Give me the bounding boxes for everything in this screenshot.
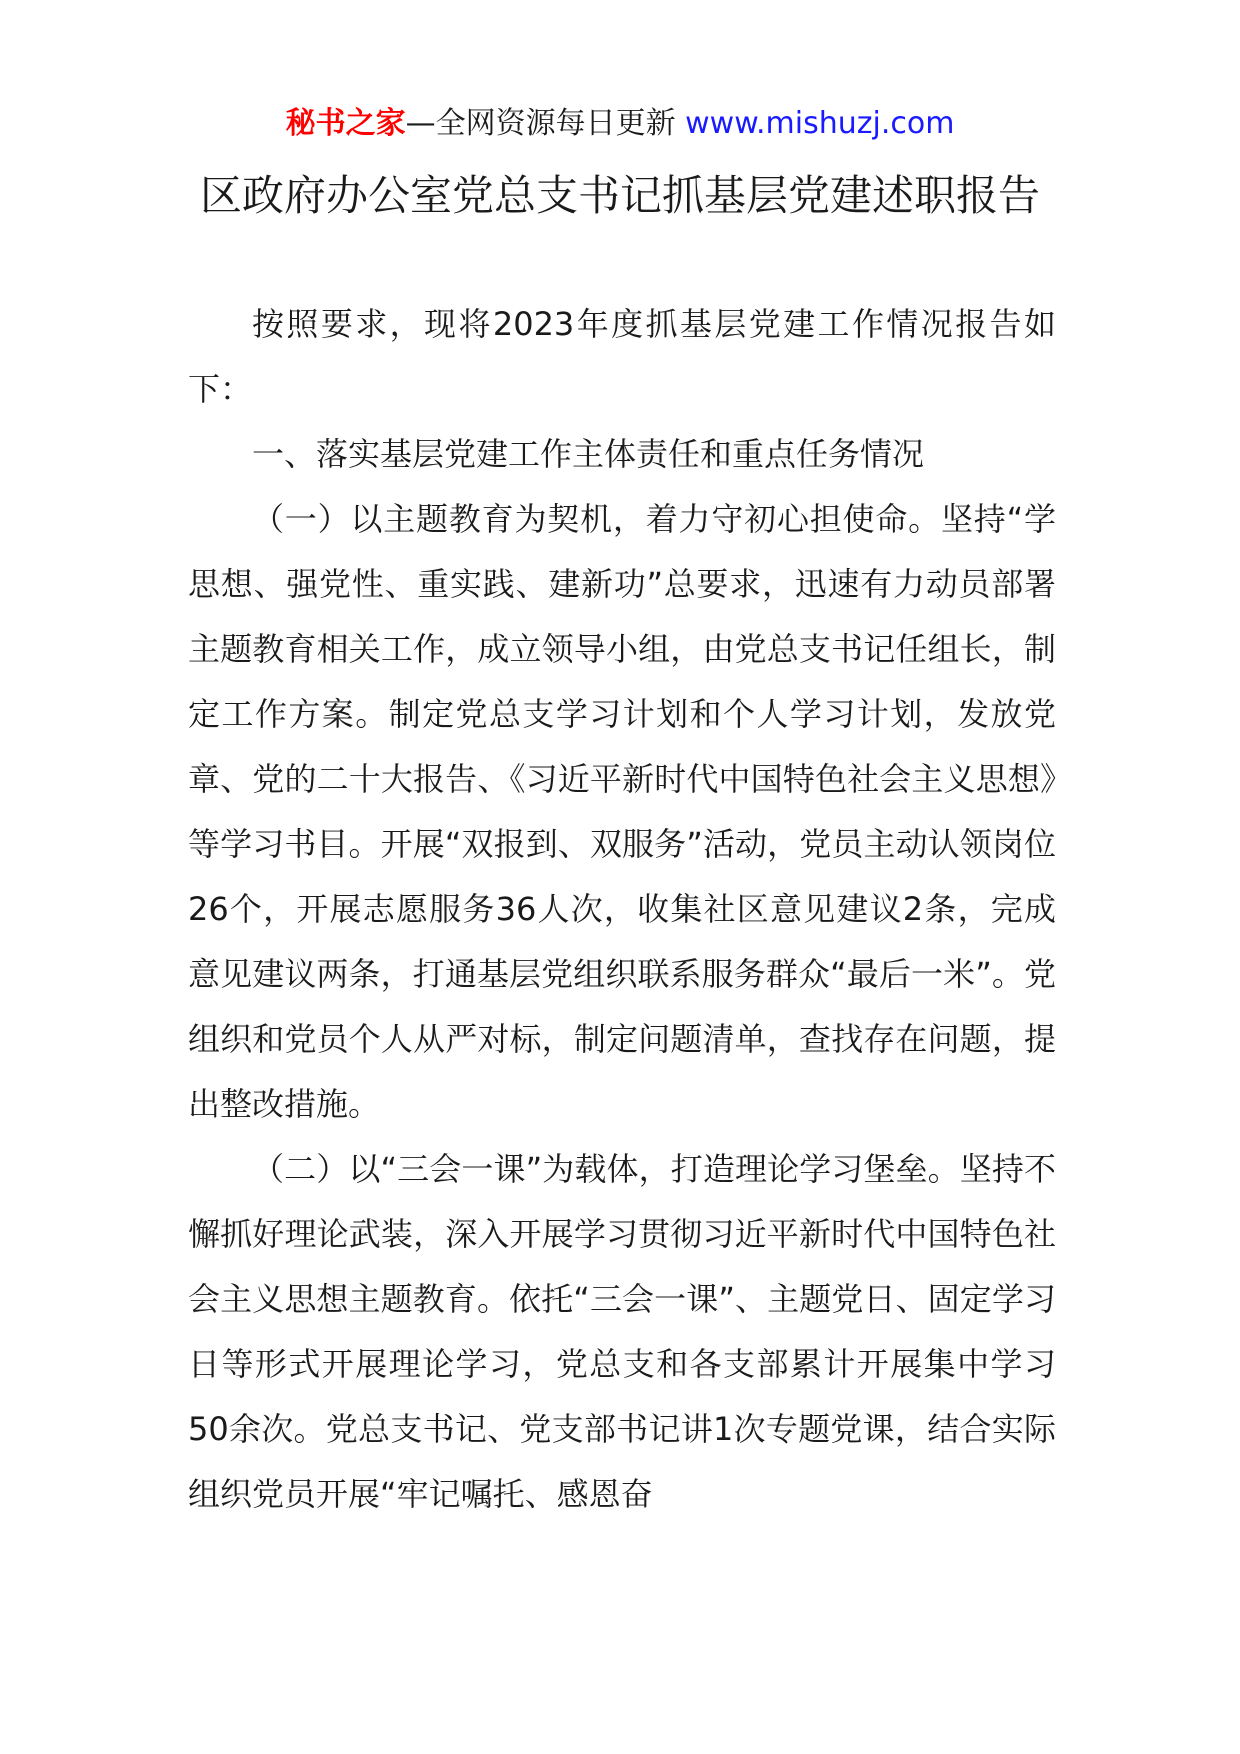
document-title: 区政府办公室党总支书记抓基层党建述职报告	[199, 171, 1040, 220]
paragraph-intro: 按照要求，现将2023年度抓基层党建工作情况报告如下：	[188, 305, 1056, 408]
paragraph-section-2: （二）以“三会一课”为载体，打造理论学习堡垒。坚持不懈抓好理论武装，深入开展学习贯彻习近平新时代中国特色社会主义思想主题教育。依托“三会一课”、主题党日、固定学习日等形式开展理论学习，党总支和各支部累计开展集中学习50余次。党总支书记、党支部书记讲1次专题党课，结合实际组织党员开展“牢记嘱托、感恩奋	[188, 1150, 1056, 1513]
brand-name: 秘书之家	[285, 106, 406, 141]
section-heading: 一、落实基层党建工作主体责任和重点任务情况	[252, 435, 925, 473]
header-tagline: —全网资源每日更新	[405, 106, 686, 141]
site-header	[0, 102, 1240, 146]
paragraph-section-1: （一）以主题教育为契机，着力守初心担使命。坚持“学思想、强党性、重实践、建新功”总要求，迅速有力动员部署主题教育相关工作，成立领导小组，由党总支书记任组长，制定工作方案。制定党总支学习计划和个人学习计划，发放党章、党的二十大报告、《习近平新时代中国特色社会主义思想》等学习书目。开展“双报到、双服务”活动，党员主动认领岗位26个，开展志愿服务36人次，收集社区意见建议2条，完成意见建议两条，打通基层党组织联系服务群众“最后一米”。党组织和党员个人从严对标，制定问题清单，查找存在问题，提出整改措施。	[188, 500, 1056, 1123]
document-body	[188, 292, 1056, 1527]
site-url[interactable]: www.mishuzj.com	[685, 106, 955, 141]
